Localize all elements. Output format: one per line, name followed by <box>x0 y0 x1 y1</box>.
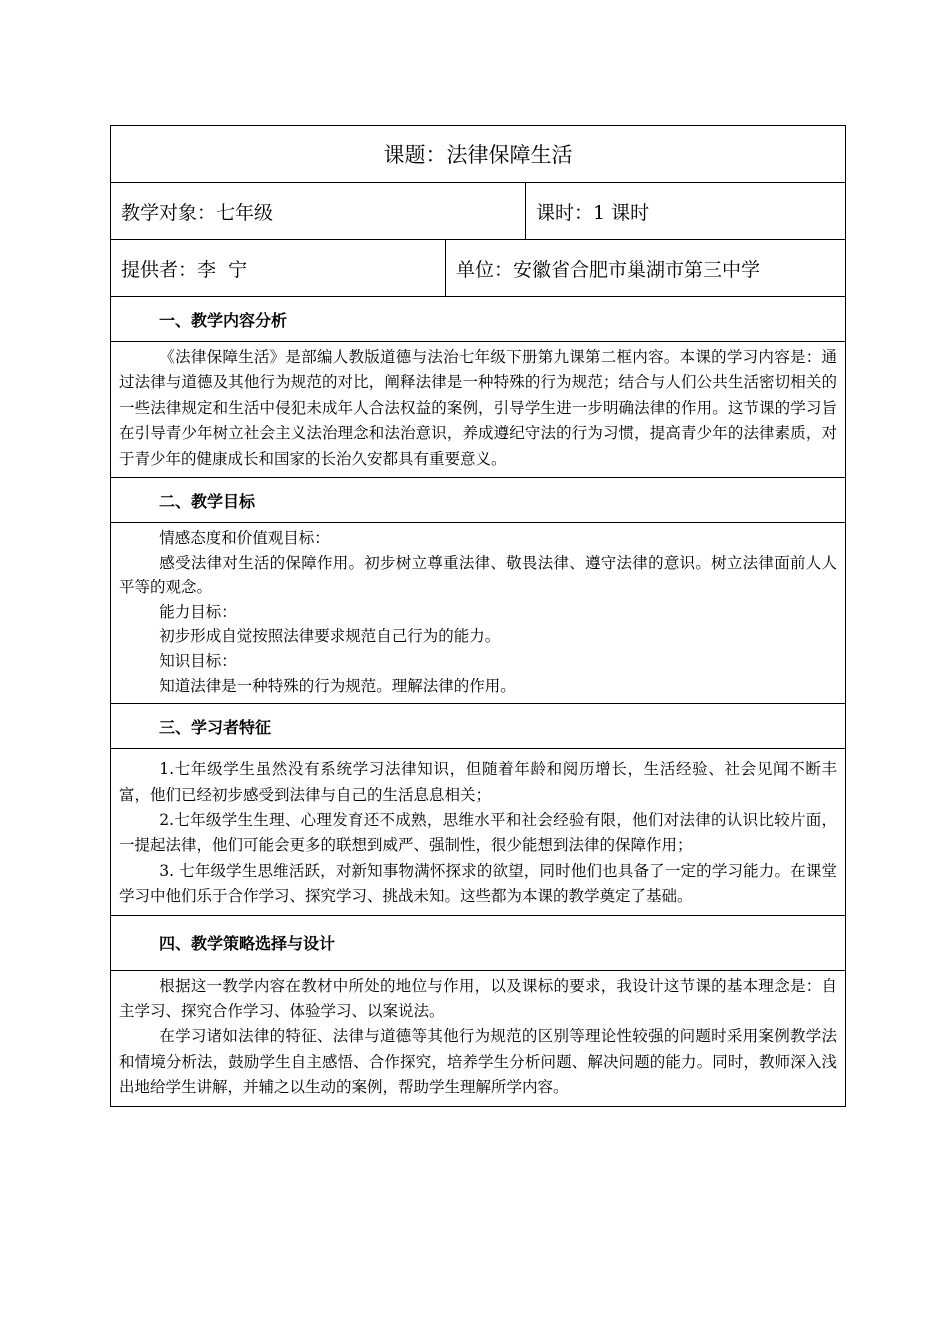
goal-text: 初步形成自觉按照法律要求规范自己行为的能力。 <box>159 627 501 646</box>
section-heading-content-analysis: 一、教学内容分析 <box>111 297 846 342</box>
lesson-title: 课题：法律保障生活 <box>111 126 846 183</box>
section-body-learner-traits <box>111 749 846 915</box>
section-heading-strategy: 四、教学策略选择与设计 <box>111 915 846 970</box>
lesson-plan-table <box>110 125 846 1107</box>
work-unit: 单位：安徽省合肥市巢湖市第三中学 <box>446 240 846 297</box>
paragraph: 《法律保障生活》是部编人教版道德与法治七年级下册第九课第二框内容。本课的学习内容是：通过法律与道德及其他行为规范的对比，阐释法律是一种特殊的行为规范；结合与人们公共生活密切相关的一些法律规定和生活中侵犯未成年人合法权益的案例，引导学生进一步明确法律的作用。这节课的学习旨在引导青少年树立社会主义法治理念和法治意识，养成遵纪守法的行为习惯，提高青少年的法律素质，对于青少年的健康成长和国家的长治久安都具有重要意义。 <box>119 348 838 468</box>
section-heading-teaching-goals: 二、教学目标 <box>111 478 846 523</box>
goal-label: 情感态度和价值观目标： <box>159 529 330 548</box>
paragraph: 根据这一教学内容在教材中所处的地位与作用，以及课标的要求，我设计这节课的基本理念是：自主学习、探究合作学习、体验学习、以案说法。 <box>119 976 838 1021</box>
goal-label: 知识目标： <box>159 652 237 670</box>
goal-text: 感受法律对生活的保障作用。初步树立尊重法律、敬畏法律、遵守法律的意识。树立法律面前人人平等的观念。 <box>119 553 838 597</box>
paragraph: 在学习诸如法律的特征、法律与道德等其他行为规范的区别等理论性较强的问题时采用案例教学法和情境分析法，鼓励学生自主感悟、合作探究，培养学生分析问题、解决问题的能力。同时，教师深入浅出地给学生讲解，并辅之以生动的案例，帮助学生理解所学内容。 <box>119 1027 838 1097</box>
class-hours: 课时：1 课时 <box>526 183 846 240</box>
section-body-content-analysis <box>111 342 846 478</box>
paragraph: 3. 七年级学生思维活跃，对新知事物满怀探求的欲望，同时他们也具备了一定的学习能力。在课堂学习中他们乐于合作学习、探究学习、挑战未知。这些都为本课的教学奠定了基础。 <box>119 861 838 906</box>
provider: 提供者：李 宁 <box>111 240 446 297</box>
goal-label: 能力目标： <box>159 602 237 621</box>
section-body-strategy <box>111 970 846 1106</box>
goal-text: 知道法律是一种特殊的行为规范。理解法律的作用。 <box>159 676 516 695</box>
section-heading-learner-traits: 三、学习者特征 <box>111 704 846 749</box>
teaching-target: 教学对象：七年级 <box>111 183 526 240</box>
paragraph: 2.七年级学生生理、心理发育还不成熟，思维水平和社会经验有限，他们对法律的认识比较片面，一提起法律，他们可能会更多的联想到威严、强制性，很少能想到法律的保障作用； <box>119 811 838 855</box>
section-body-teaching-goals <box>111 523 846 704</box>
paragraph: 1.七年级学生虽然没有系统学习法律知识，但随着年龄和阅历增长，生活经验、社会见闻不断丰富，他们已经初步感受到法律与自己的生活息息相关； <box>119 760 838 804</box>
